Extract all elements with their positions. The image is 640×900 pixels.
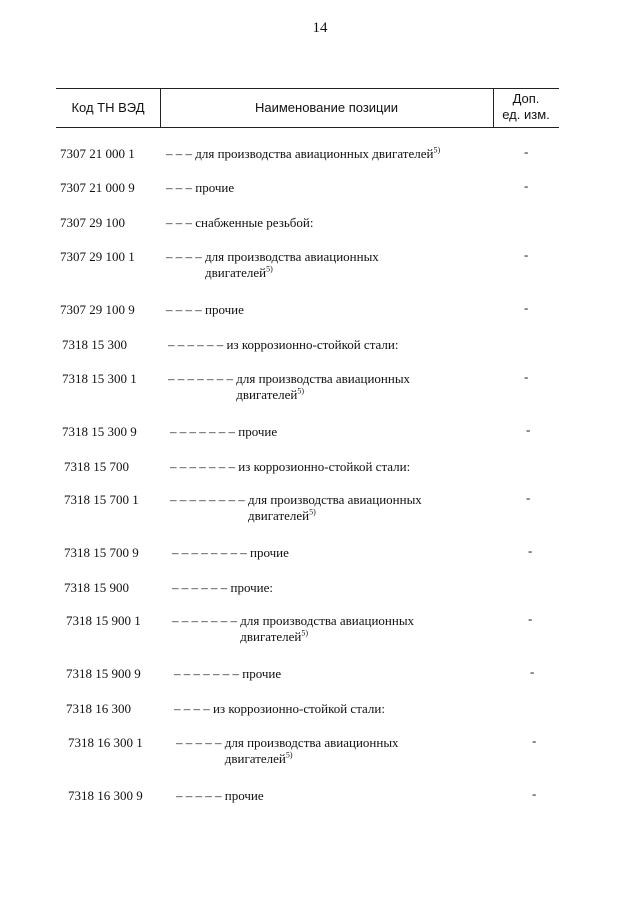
row-name-line1 [172, 580, 273, 595]
row-name-text: для производства авиационных [248, 492, 422, 507]
row-name-text: для производства авиационных [224, 735, 399, 750]
row-level-dashes: – – – – [166, 302, 202, 317]
row-level-dashes: – – – – [166, 249, 202, 264]
row-code: 7307 29 100 9 [60, 302, 135, 317]
footnote-marker: 5) [301, 628, 309, 638]
row-name-line1 [170, 492, 422, 507]
row-unit: - [528, 611, 533, 626]
row-name-text: из коррозионно-стойкой стали: [226, 337, 399, 352]
header-name: Наименование позиции [254, 100, 399, 115]
row-name-text: прочие [242, 666, 282, 681]
row-name [166, 180, 234, 196]
row-level-dashes: – – – – – – – – [172, 545, 247, 560]
row-level-dashes: – – – – – [176, 735, 222, 750]
footnote-marker: 5) [433, 145, 441, 155]
row-code: 7318 15 900 [64, 580, 129, 595]
row-name-line1 [176, 735, 399, 750]
footnote-marker: 5) [266, 264, 273, 274]
row-code: 7318 15 300 1 [62, 371, 137, 386]
row-level-dashes: – – – – – – – – [170, 492, 245, 507]
row-name [170, 459, 410, 475]
row-level-dashes: – – – – – – – [172, 613, 237, 628]
row-level-dashes: – – – – [174, 701, 210, 716]
row-code: 7318 15 300 9 [62, 424, 137, 439]
row-unit: - [532, 786, 537, 801]
row-name [172, 545, 289, 561]
row-name-continuation: двигателей [236, 387, 298, 402]
row-code: 7318 16 300 9 [68, 788, 143, 803]
row-unit: - [524, 300, 529, 315]
row-code: 7307 21 000 9 [60, 180, 135, 195]
row-name-continuation: двигателей [240, 629, 302, 644]
row-name-text: из коррозионно-стойкой стали: [213, 701, 385, 716]
row-unit: - [526, 422, 531, 437]
footnote-marker: 5) [285, 750, 293, 760]
row-level-dashes: – – – – – – – [170, 459, 235, 474]
row-name-text: прочие [224, 788, 264, 803]
row-name-text: для производства авиационных [240, 613, 415, 628]
row-name-text: из коррозионно-стойкой стали: [238, 459, 411, 474]
row-name-continuation: двигателей [205, 265, 267, 280]
row-name [170, 492, 422, 524]
row-level-dashes: – – – – – – [168, 337, 224, 352]
row-name-line1 [176, 788, 264, 803]
row-name [172, 580, 273, 596]
row-code: 7307 29 100 1 [60, 249, 135, 264]
row-name [174, 701, 385, 717]
row-name-text: для производства авиационных [236, 371, 411, 386]
row-code: 7318 15 900 1 [66, 613, 141, 628]
row-code: 7318 16 300 1 [68, 735, 143, 750]
row-code: 7307 29 100 [60, 215, 125, 230]
row-level-dashes: – – – – – [176, 788, 222, 803]
row-name [166, 215, 313, 231]
row-code: 7318 15 700 [64, 459, 129, 474]
header-unit-line2: ед. изм. [502, 107, 550, 122]
row-code: 7318 15 900 9 [66, 666, 141, 681]
row-name-text: прочие [238, 424, 278, 439]
row-name-text: прочие [195, 180, 235, 195]
row-name-line1 [166, 215, 313, 230]
row-name [176, 788, 264, 804]
row-name-line1 [172, 545, 289, 560]
row-name-text: для производства авиационных [205, 249, 379, 264]
row-unit: - [528, 543, 533, 558]
row-level-dashes: – – – [166, 146, 192, 161]
row-name-line2 [166, 265, 379, 281]
row-name [166, 146, 440, 162]
row-name [166, 302, 244, 318]
row-name-line2 [172, 629, 414, 645]
row-unit: - [526, 490, 531, 505]
row-name-line1 [172, 613, 414, 628]
row-name-text: прочие: [230, 580, 273, 595]
row-name-line1 [170, 424, 277, 439]
row-name [168, 337, 398, 353]
row-name-text: прочие [205, 302, 244, 317]
row-name-line2 [176, 751, 399, 767]
row-unit: - [530, 664, 535, 679]
row-name [172, 613, 414, 645]
row-name-line1 [168, 337, 398, 352]
row-level-dashes: – – – – – – – [168, 371, 233, 386]
header-unit [493, 91, 559, 123]
page-number: 14 [312, 20, 328, 36]
row-name-line1 [174, 666, 281, 681]
header-unit-line1: Доп. [512, 91, 540, 106]
row-unit: - [532, 733, 537, 748]
row-code: 7307 21 000 1 [60, 146, 135, 161]
row-code: 7318 15 700 1 [64, 492, 139, 507]
row-code: 7318 15 700 9 [64, 545, 139, 560]
row-name [168, 371, 410, 403]
row-name-line1 [168, 371, 410, 386]
footnote-marker: 5) [309, 507, 316, 517]
row-unit: - [524, 247, 529, 262]
row-name-text: снабженные резьбой: [195, 215, 314, 230]
row-name-line1 [166, 146, 440, 161]
header-code: Код ТН ВЭД [71, 100, 145, 115]
row-code: 7318 16 300 [66, 701, 131, 716]
row-name-text: прочие [250, 545, 289, 560]
row-name-continuation: двигателей [248, 508, 310, 523]
row-name-line2 [170, 508, 422, 524]
row-name [166, 249, 379, 281]
row-name-continuation: двигателей [224, 751, 286, 766]
row-name-line1 [166, 180, 234, 195]
row-name-line1 [166, 302, 244, 317]
row-level-dashes: – – – – – – – [170, 424, 235, 439]
row-name-line2 [168, 387, 410, 403]
row-code: 7318 15 300 [62, 337, 127, 352]
row-level-dashes: – – – – – – – [174, 666, 239, 681]
row-level-dashes: – – – – – – [172, 580, 228, 595]
row-name [176, 735, 399, 767]
table-header [56, 88, 559, 128]
row-name [174, 666, 281, 682]
footnote-marker: 5) [297, 386, 305, 396]
row-name-text: для производства авиационных двигателей [195, 146, 434, 161]
row-name-line1 [166, 249, 379, 264]
row-unit: - [524, 369, 529, 384]
row-level-dashes: – – – [166, 215, 192, 230]
row-name-line1 [174, 701, 385, 716]
row-name [170, 424, 277, 440]
row-name-line1 [170, 459, 410, 474]
row-unit: - [524, 144, 529, 159]
row-level-dashes: – – – [166, 180, 192, 195]
row-unit: - [524, 178, 529, 193]
